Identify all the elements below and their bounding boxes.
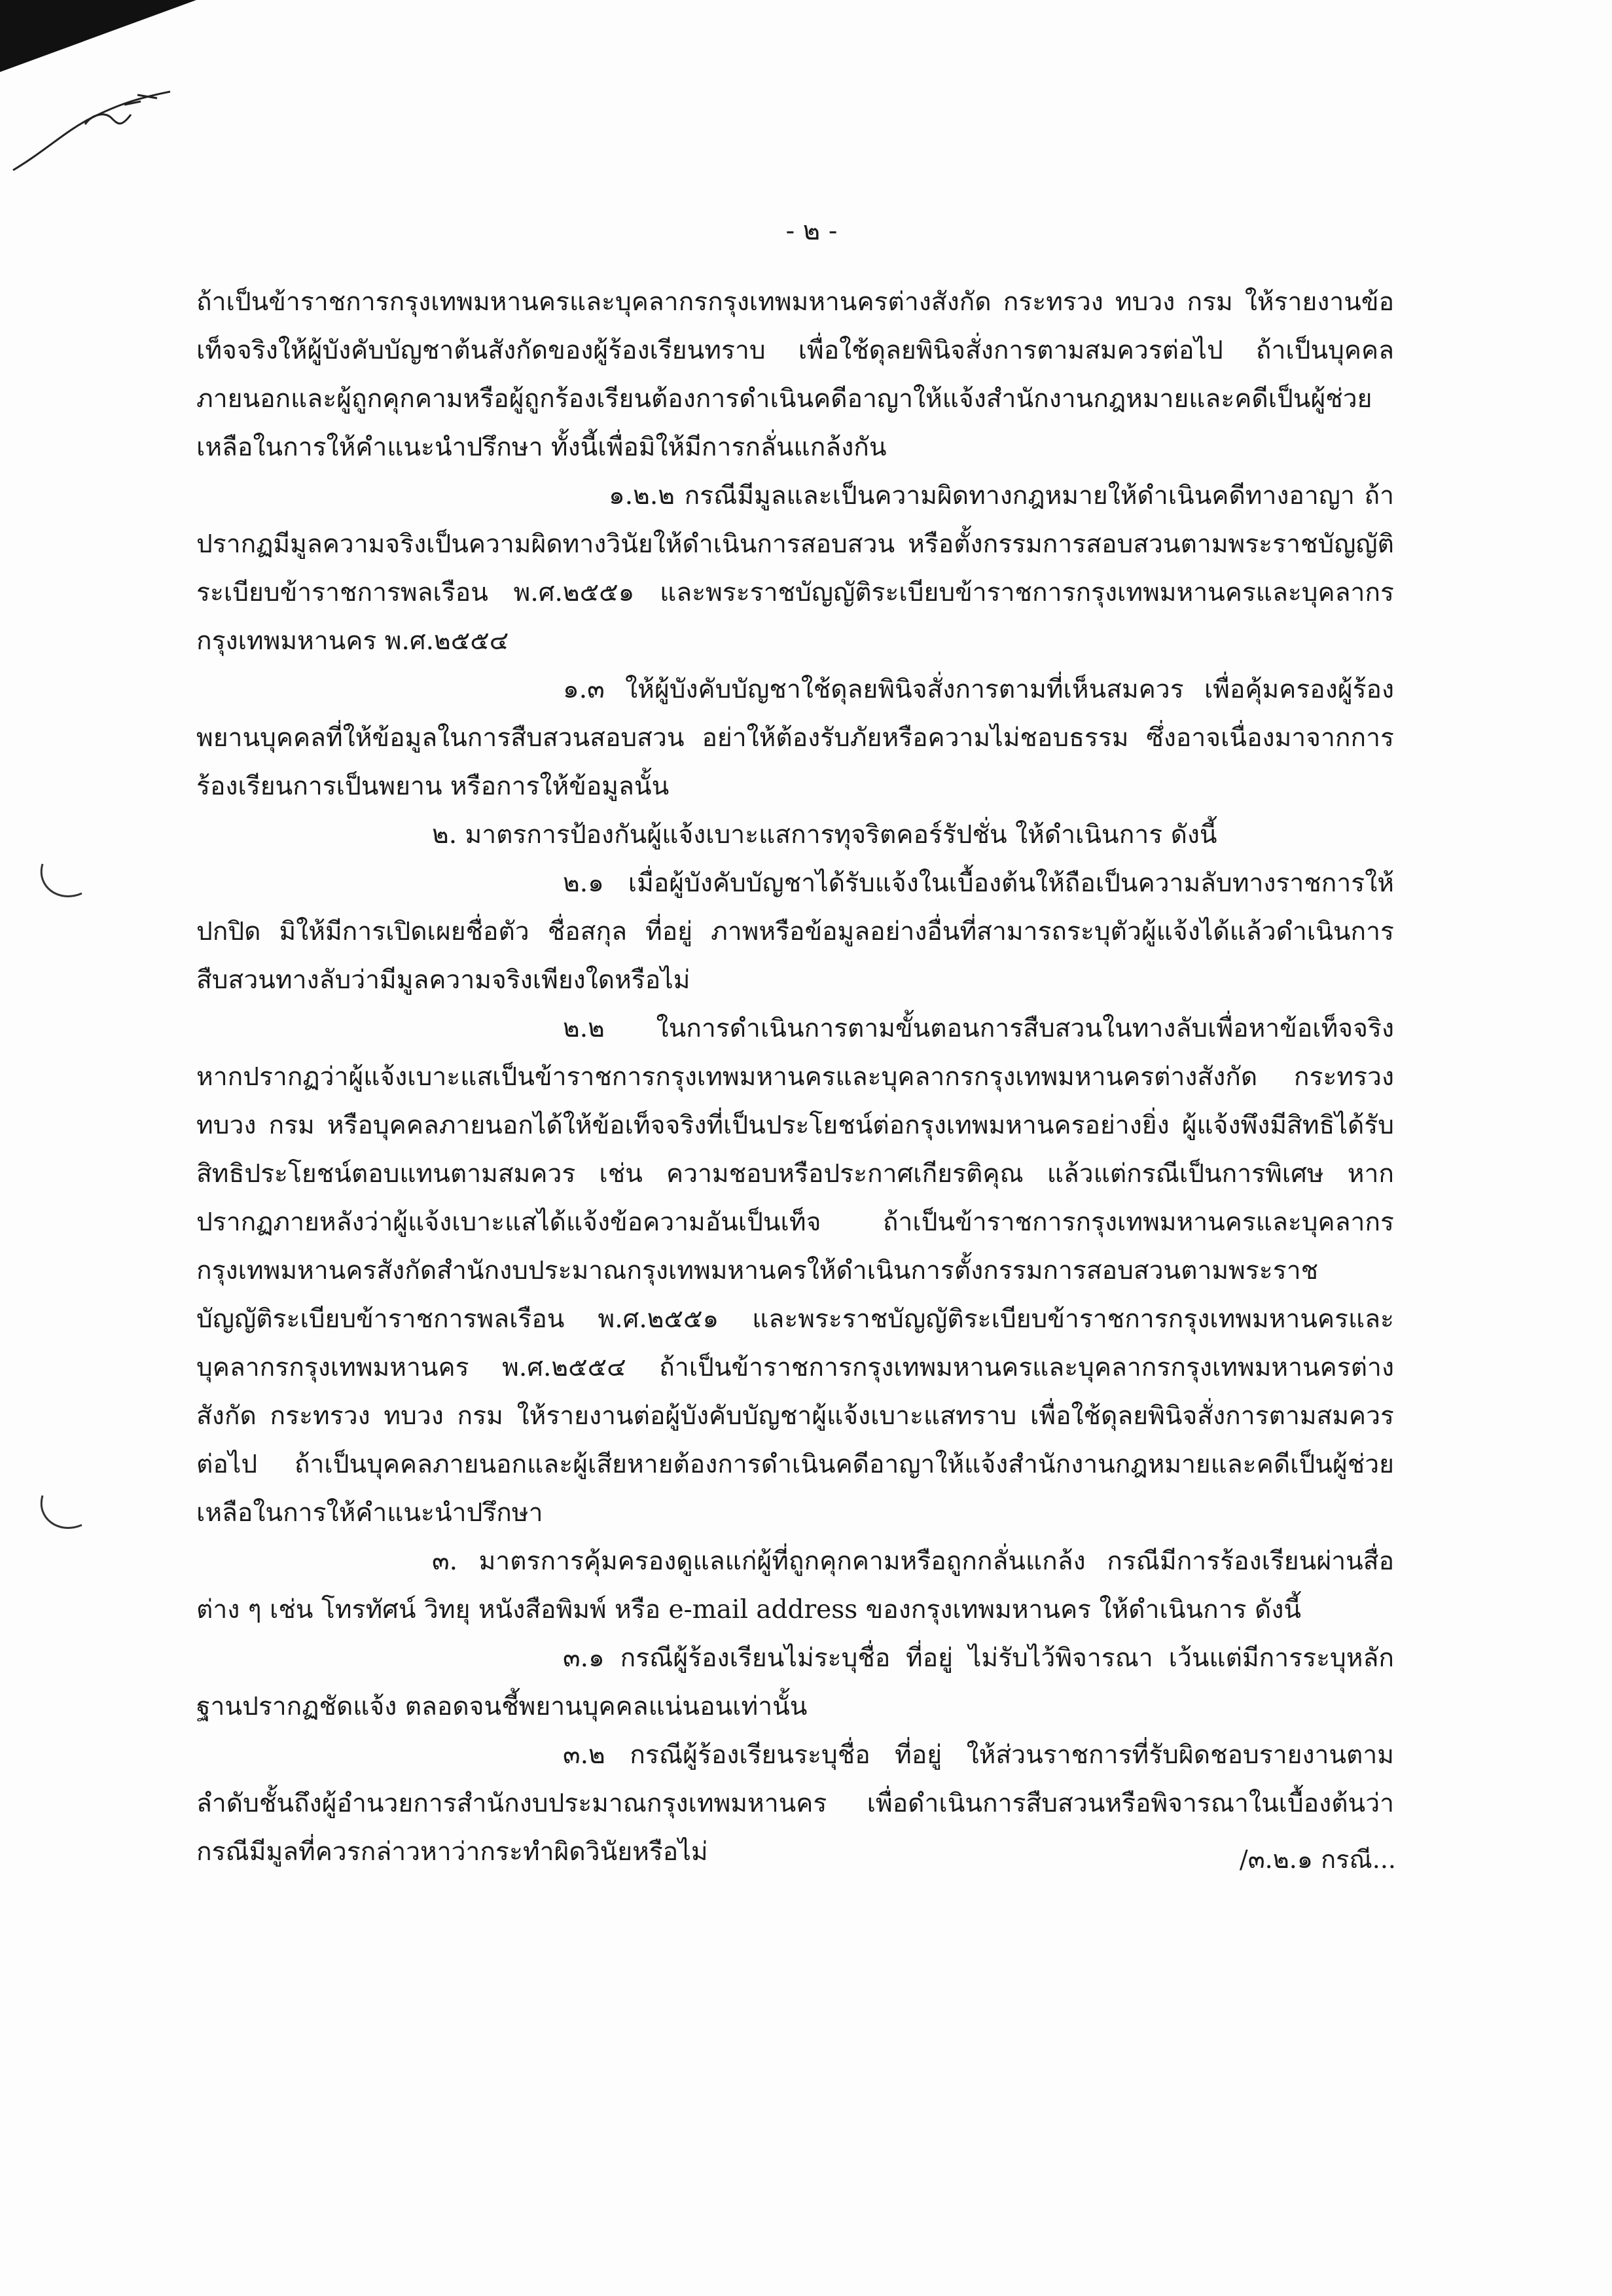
- punch-hole-mark: [33, 1482, 92, 1541]
- document-body: [196, 278, 1394, 1876]
- continued-marker: /๓.๒.๑ กรณี...: [1239, 1845, 1396, 1874]
- paragraph: ๒.๒ ในการดำเนินการตามขั้นตอนการสืบสวนในทางลับเพื่อหาข้อเท็จจริง หากปรากฏว่าผู้แจ้งเบาะแสเป็นข้าราชการกรุงเทพมหานครและบุคลากรกรุงเทพมหานครต่างสังกัด กระทรวง ทบวง กรม หรือบุคคลภายนอกได้ให้ข้อเท็จจริงที่เป็นประโยชน์ต่อกรุงเทพมหานครอย่างยิ่ง ผู้แจ้งพึงมีสิทธิได้รับสิทธิประโยชน์ตอบแทนตามสมควร เช่น ความชอบหรือประกาศเกียรติคุณ แล้วแต่กรณีเป็นการพิเศษ หากปรากฏภายหลังว่าผู้แจ้งเบาะแสได้แจ้งข้อความอันเป็นเท็จ ถ้าเป็นข้าราชการกรุงเทพมหานครและบุคลากรกรุงเทพมหานครสังกัดสำนักงบประมาณกรุงเทพมหานครให้ดำเนินการตั้งกรรมการสอบสวนตามพระราชบัญญัติระเบียบข้าราชการพลเรือน พ.ศ.๒๕๕๑ และพระราชบัญญัติระเบียบข้าราชการกรุงเทพมหานครและบุคลากรกรุงเทพมหานคร พ.ศ.๒๕๕๔ ถ้าเป็นข้าราชการกรุงเทพมหานครและบุคลากรกรุงเทพมหานครต่างสังกัด กระทรวง ทบวง กรม ให้รายงานต่อผู้บังคับบัญชาผู้แจ้งเบาะแสทราบ เพื่อใช้ดุลยพินิจสั่งการตามสมควรต่อไป ถ้าเป็นบุคคลภายนอกและผู้เสียหายต้องการดำเนินคดีอาญาให้แจ้งสำนักงานกฎหมายและคดีเป็นผู้ช่วยเหลือในการให้คำแนะนำปรึกษา: [196, 1014, 1394, 1528]
- paragraph: ๓. มาตรการคุ้มครองดูแลแก่ผู้ที่ถูกคุกคามหรือถูกกลั่นแกล้ง กรณีมีการร้องเรียนผ่านสื่อต่าง ๆ เช่น โทรทัศน์ วิทยุ หนังสือพิมพ์ หรือ e-mail address ของกรุงเทพมหานคร ให้ดำเนินการ ดังนี้: [196, 1547, 1394, 1624]
- paragraph: ถ้าเป็นข้าราชการกรุงเทพมหานครและบุคลากรกรุงเทพมหานครต่างสังกัด กระทรวง ทบวง กรม ให้รายงานข้อเท็จจริงให้ผู้บังคับบัญชาต้นสังกัดของผู้ร้องเรียนทราบ เพื่อใช้ดุลยพินิจสั่งการตามสมควรต่อไป ถ้าเป็นบุคคลภายนอกและผู้ถูกคุกคามหรือผู้ถูกร้องเรียนต้องการดำเนินคดีอาญาให้แจ้งสำนักงานกฎหมายและคดีเป็นผู้ช่วยเหลือในการให้คำแนะนำปรึกษา ทั้งนี้เพื่อมิให้มีการกลั่นแกล้งกัน: [196, 287, 1394, 462]
- page-number: - ๒ -: [785, 216, 838, 246]
- paragraph: ๓.๒ กรณีผู้ร้องเรียนระบุชื่อ ที่อยู่ ให้ส่วนราชการที่รับผิดชอบรายงานตามลำดับชั้นถึงผู้อำนวยการสำนักงบประมาณกรุงเทพมหานคร เพื่อดำเนินการสืบสวนหรือพิจารณาในเบื้องต้นว่า กรณีมีมูลที่ควรกล่าวหาว่ากระทำผิดวินัยหรือไม่: [196, 1740, 1394, 1867]
- punch-hole-mark: [33, 851, 92, 910]
- handwritten-mark: [7, 52, 177, 183]
- paragraph: ๒.๑ เมื่อผู้บังคับบัญชาได้รับแจ้งในเบื้องต้นให้ถือเป็นความลับทางราชการให้ปกปิด มิให้มีการเปิดเผยชื่อตัว ชื่อสกุล ที่อยู่ ภาพหรือข้อมูลอย่างอื่นที่สามารถระบุตัวผู้แจ้งได้แล้วดำเนินการสืบสวนทางลับว่ามีมูลความจริงเพียงใดหรือไม่: [196, 869, 1394, 995]
- paragraph: ๓.๑ กรณีผู้ร้องเรียนไม่ระบุชื่อ ที่อยู่ ไม่รับไว้พิจารณา เว้นแต่มีการระบุหลักฐานปรากฏชัดแจ้ง ตลอดจนชี้พยานบุคคลแน่นอนเท่านั้น: [196, 1643, 1394, 1721]
- paragraph: ๑.๓ ให้ผู้บังคับบัญชาใช้ดุลยพินิจสั่งการตามที่เห็นสมควร เพื่อคุ้มครองผู้ร้อง พยานบุคคลที่ให้ข้อมูลในการสืบสวนสอบสวน อย่าให้ต้องรับภัยหรือความไม่ชอบธรรม ซึ่งอาจเนื่องมาจากการร้องเรียนการเป็นพยาน หรือการให้ข้อมูลนั้น: [196, 675, 1394, 801]
- paragraph: ๑.๒.๒ กรณีมีมูลและเป็นความผิดทางกฎหมายให้ดำเนินคดีทางอาญา ถ้าปรากฏมีมูลความจริงเป็นความผิดทางวินัยให้ดำเนินการสอบสวน หรือตั้งกรรมการสอบสวนตามพระราชบัญญัติระเบียบข้าราชการพลเรือน พ.ศ.๒๕๕๑ และพระราชบัญญัติระเบียบข้าราชการกรุงเทพมหานครและบุคลากรกรุงเทพมหานคร พ.ศ.๒๕๕๔: [196, 481, 1394, 656]
- paragraph: ๒. มาตรการป้องกันผู้แจ้งเบาะแสการทุจริตคอร์รัปชั่น ให้ดำเนินการ ดังนี้: [432, 820, 1217, 850]
